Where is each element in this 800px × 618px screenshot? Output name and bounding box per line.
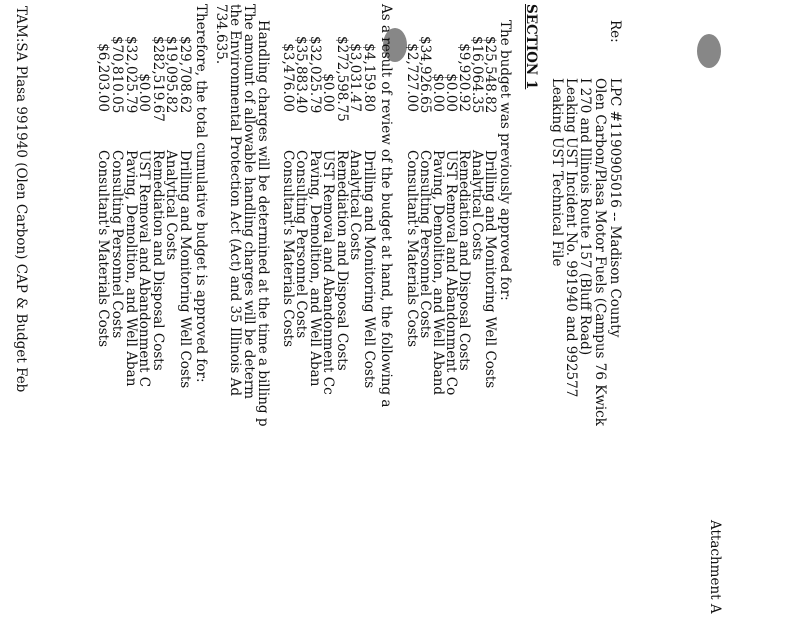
budget-category: UST Removal and Abandonment C (136, 150, 153, 388)
re-line: Leaking UST Incident No. 991940 and 992577 (563, 78, 579, 398)
handling-line: The amount of allowable handling charges will be determ (241, 4, 257, 400)
budget-category: UST Removal and Abandonment Co (443, 150, 459, 396)
budget-amount: $3,476.00 (280, 43, 296, 112)
budget-category: Remediation and Disposal Costs (334, 150, 350, 371)
budget-category: Paving, Demolition, and Well Aban (122, 150, 139, 387)
budget-amount: $2,727.00 (404, 43, 420, 112)
budget-amount: $0.00 (443, 73, 459, 112)
budget-amount: $29,708.62 (177, 36, 193, 114)
budget-category: Consultant's Materials Costs (404, 150, 420, 347)
re-line: Olen Carbon/Plasa Motor Fuels (Campus 76 Kwick (592, 78, 608, 426)
re-line: LPC #1190905016 -- Madison County (607, 78, 623, 338)
handling-line: Handling charges will be determined at the time a billing p (255, 20, 271, 427)
budget-amount: $34,926.65 (417, 36, 433, 114)
prev-intro: The budget was previously approved for: (497, 20, 513, 301)
budget-category: Analytical Costs (469, 150, 485, 261)
budget-category: Consulting Personnel Costs (417, 150, 433, 339)
review-intro: As a result of review of the budget at hand, the following a (378, 4, 394, 408)
section-heading: SECTION 1 (523, 4, 539, 90)
budget-category: Analytical Costs (163, 150, 180, 261)
budget-category: Drilling and Monitoring Well Costs (482, 150, 498, 389)
budget-amount: $3,031.47 (347, 43, 364, 112)
budget-amount: $32,025.79 (307, 36, 323, 114)
handling-line: 734.635. (213, 4, 229, 65)
budget-amount: $9,920.92 (456, 43, 472, 112)
budget-amount: $35,883.40 (293, 36, 310, 114)
budget-category: Drilling and Monitoring Well Costs (361, 150, 377, 389)
budget-amount: $0.00 (320, 73, 337, 112)
budget-category: Consultant's Materials Costs (95, 150, 112, 347)
budget-category: Consultant's Materials Costs (280, 150, 296, 347)
budget-category: Analytical Costs (347, 150, 364, 261)
re-line: Leaking UST Technical File (549, 78, 565, 267)
re-label: Re: (607, 20, 623, 43)
footer-reference: TAM:SA Plasa 991940 (Olen Carbon) CAP & Budget Feb (13, 6, 29, 393)
budget-category: UST Removal and Abandonment Cc (320, 150, 337, 395)
budget-amount: $6,203.00 (95, 43, 112, 112)
budget-amount: $70,810.05 (109, 36, 125, 114)
budget-amount: $0.00 (430, 73, 446, 112)
total-intro: Therefore, the total cumulative budget is approved for: (193, 4, 209, 383)
budget-amount: $4,159.80 (361, 43, 377, 112)
budget-amount: $0.00 (136, 73, 153, 112)
budget-amount: $16,064.35 (469, 36, 485, 114)
budget-amount: $282,519.67 (149, 36, 166, 122)
re-line: I 270 and Illinois Route 157 (Bluff Road) (577, 78, 593, 356)
budget-amount: $272,598.75 (334, 36, 350, 122)
attachment-label: Attachment A (707, 520, 723, 614)
budget-category: Drilling and Monitoring Well Costs (177, 150, 193, 389)
budget-category: Remediation and Disposal Costs (149, 150, 166, 371)
budget-amount: $25,548.82 (482, 36, 498, 114)
budget-category: Paving, Demolition, and Well Aband (430, 150, 446, 396)
budget-category: Remediation and Disposal Costs (456, 150, 472, 371)
budget-amount: $19,095.82 (163, 36, 180, 114)
budget-category: Paving, Demolition, and Well Aban (307, 150, 323, 387)
budget-category: Consulting Personnel Costs (109, 150, 125, 339)
handling-line: the Environmental Protection Act (Act) and 35 Illinois Ad (227, 4, 243, 397)
budget-category: Consulting Personnel Costs (293, 150, 310, 339)
budget-amount: $32,025.79 (122, 36, 139, 114)
